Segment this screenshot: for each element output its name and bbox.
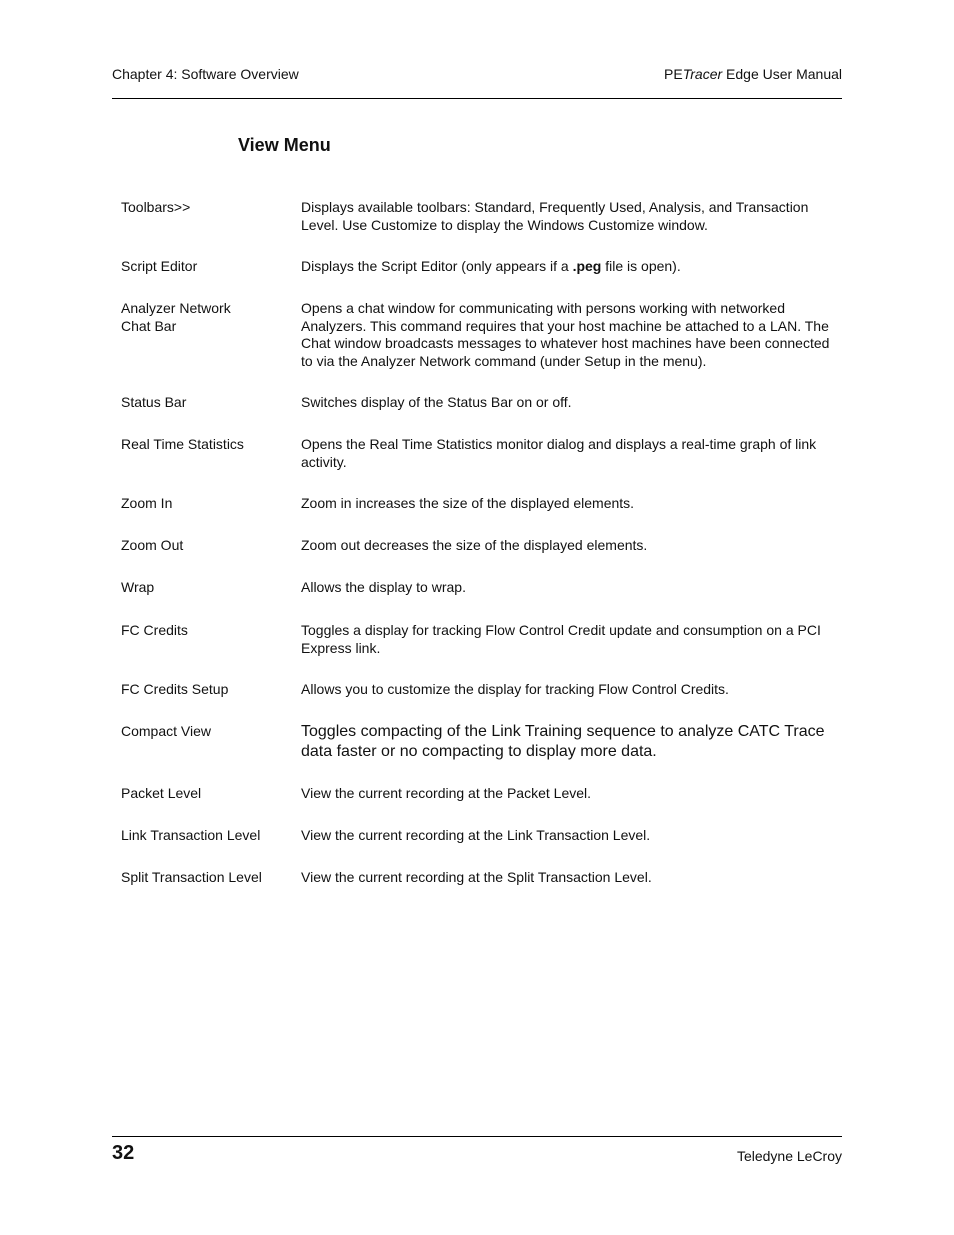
menu-row-zoom-in bbox=[121, 495, 836, 513]
menu-desc bbox=[301, 258, 836, 276]
product-italic: Tracer bbox=[682, 66, 723, 82]
menu-desc: Zoom in increases the size of the displayed elements. bbox=[301, 495, 635, 511]
menu-term: FC Credits bbox=[121, 622, 188, 638]
manual-suffix: Edge User Manual bbox=[722, 66, 842, 82]
desc-text: file is open). bbox=[601, 258, 681, 274]
menu-desc: Zoom out decreases the size of the displayed elements. bbox=[301, 537, 648, 553]
header-rule bbox=[112, 98, 842, 99]
menu-desc: Opens the Real Time Statistics monitor dialog and displays a real-time graph of link activity. bbox=[301, 436, 817, 470]
menu-desc: View the current recording at the Packet Level. bbox=[301, 785, 592, 801]
menu-desc: Switches display of the Status Bar on or off. bbox=[301, 394, 572, 410]
menu-row-packet-level bbox=[121, 785, 836, 803]
menu-row-wrap bbox=[121, 579, 836, 597]
running-header-chapter: Chapter 4: Software Overview bbox=[112, 66, 299, 82]
menu-row-script-editor bbox=[121, 258, 836, 276]
menu-term: Status Bar bbox=[121, 394, 187, 410]
menu-row-real-time-statistics bbox=[121, 436, 836, 471]
menu-desc: Displays available toolbars: Standard, Frequently Used, Analysis, and Transaction Level. Use Customize to display the Windows Customize window. bbox=[301, 199, 809, 233]
menu-row-link-transaction-level bbox=[121, 827, 836, 845]
menu-desc: Toggles compacting of the Link Training sequence to analyze CATC Trace data faster or no compacting to display more data. bbox=[301, 723, 825, 760]
running-header-manual-title bbox=[664, 66, 842, 82]
company-name: Teledyne LeCroy bbox=[736, 1148, 842, 1164]
menu-term: Wrap bbox=[121, 579, 155, 595]
page-number: 32 bbox=[112, 1142, 135, 1164]
menu-term: Toolbars>> bbox=[121, 199, 191, 215]
menu-desc: Allows you to customize the display for tracking Flow Control Credits. bbox=[301, 681, 729, 697]
menu-term: Analyzer Network Chat Bar bbox=[121, 300, 231, 334]
menu-term: Link Transaction Level bbox=[121, 827, 261, 843]
menu-term: Zoom In bbox=[121, 495, 173, 511]
menu-term: Script Editor bbox=[121, 258, 198, 274]
menu-row-status-bar bbox=[121, 394, 836, 412]
menu-desc: Opens a chat window for communicating with persons working with networked Analyzers. This command requires that your host machine be attached to a LAN. The Chat window broadcasts messages to whatever host machines have been connected to via the Analyzer Network command (under Setup in the menu). bbox=[301, 300, 830, 369]
desc-bold-ext: .peg bbox=[572, 258, 602, 274]
product-prefix: PE bbox=[664, 66, 683, 82]
menu-term: Packet Level bbox=[121, 785, 202, 801]
menu-row-compact-view bbox=[121, 722, 836, 761]
section-title: View Menu bbox=[238, 135, 331, 155]
menu-term: Real Time Statistics bbox=[121, 436, 244, 452]
desc-text: Displays the Script Editor (only appears if a bbox=[301, 258, 573, 274]
menu-row-zoom-out bbox=[121, 537, 836, 555]
menu-desc: Toggles a display for tracking Flow Control Credit update and consumption on a PCI Express link. bbox=[301, 622, 821, 656]
menu-desc: View the current recording at the Split Transaction Level. bbox=[301, 869, 652, 885]
menu-term: Compact View bbox=[121, 723, 212, 739]
menu-row-fc-credits-setup bbox=[121, 681, 836, 699]
menu-row-fc-credits bbox=[121, 622, 836, 657]
menu-desc: Allows the display to wrap. bbox=[301, 579, 466, 595]
menu-term: Zoom Out bbox=[121, 537, 184, 553]
menu-row-split-transaction-level bbox=[121, 869, 836, 887]
menu-desc: View the current recording at the Link Transaction Level. bbox=[301, 827, 651, 843]
menu-row-analyzer-network-chat-bar bbox=[121, 300, 836, 370]
menu-term: Split Transaction Level bbox=[121, 869, 262, 885]
footer-rule bbox=[112, 1136, 842, 1137]
menu-term: FC Credits Setup bbox=[121, 681, 229, 697]
menu-row-toolbars bbox=[121, 199, 836, 234]
